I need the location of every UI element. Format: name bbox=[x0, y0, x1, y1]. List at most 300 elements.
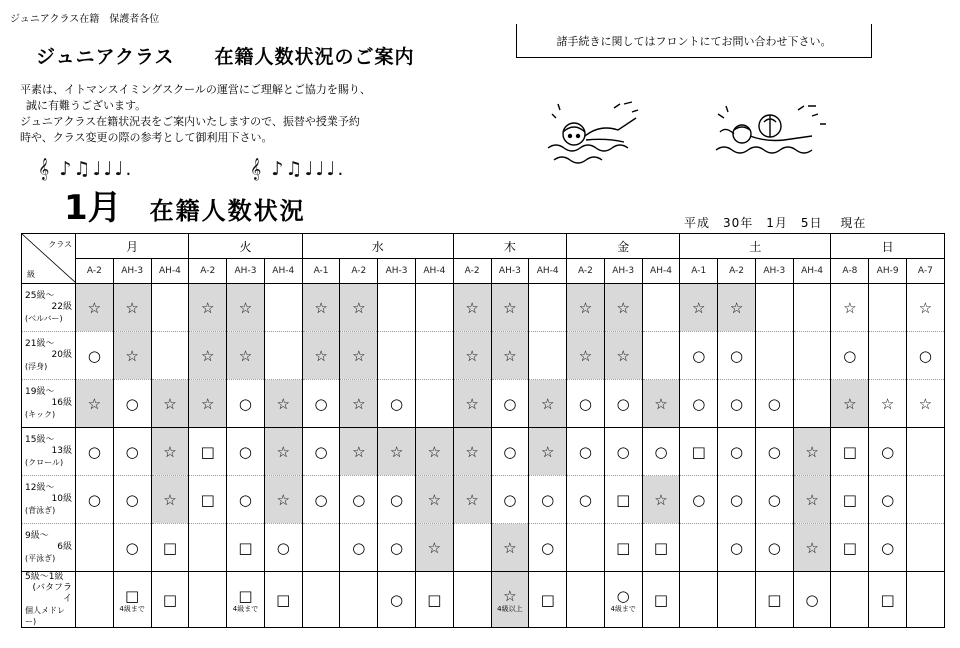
status-symbol: ☆ bbox=[503, 299, 517, 317]
status-cell bbox=[302, 332, 340, 380]
status-cell bbox=[340, 476, 378, 524]
status-symbol: ☆ bbox=[352, 347, 366, 365]
class-header: AH-3 bbox=[113, 259, 151, 284]
status-cell bbox=[113, 284, 151, 332]
status-cell bbox=[415, 524, 453, 572]
status-symbol: ☆ bbox=[729, 299, 744, 317]
status-cell bbox=[529, 572, 567, 628]
treble-clef-icon: 𝄞 bbox=[250, 158, 264, 180]
status-cell bbox=[340, 428, 378, 476]
music-notes-left bbox=[38, 158, 133, 180]
status-cell bbox=[680, 380, 718, 428]
status-cell bbox=[869, 428, 907, 476]
month-label: 1月 bbox=[64, 188, 122, 228]
status-symbol: ☆ bbox=[276, 395, 290, 413]
status-symbol: □ bbox=[616, 539, 631, 557]
status-symbol: ☆ bbox=[314, 299, 328, 317]
day-header: 日 bbox=[831, 234, 944, 259]
status-cell bbox=[113, 524, 151, 572]
status-cell bbox=[491, 284, 529, 332]
grade-limit-note: 4級まで bbox=[119, 604, 145, 613]
status-symbol: ○ bbox=[87, 443, 101, 461]
status-cell bbox=[264, 332, 302, 380]
status-symbol: □ bbox=[842, 443, 857, 461]
status-symbol: □ bbox=[842, 539, 857, 557]
class-header: AH-3 bbox=[491, 259, 529, 284]
grade-label-line: (バタフライ bbox=[32, 583, 72, 604]
status-symbol: ○ bbox=[87, 491, 101, 509]
status-cell bbox=[189, 476, 227, 524]
status-cell bbox=[755, 380, 793, 428]
status-symbol: ☆ bbox=[125, 299, 139, 317]
status-cell bbox=[340, 572, 378, 628]
status-symbol: ☆ bbox=[200, 395, 215, 413]
status-symbol: ○ bbox=[276, 539, 290, 557]
grade-limit-note: 4級以上 bbox=[497, 604, 523, 613]
class-header: AH-3 bbox=[378, 259, 416, 284]
status-cell bbox=[907, 380, 945, 428]
status-cell bbox=[793, 284, 831, 332]
status-symbol: ○ bbox=[238, 491, 253, 509]
swimmer-illustration-icon bbox=[540, 96, 650, 172]
table-row bbox=[22, 572, 945, 628]
grade-label-line: 10級 bbox=[51, 494, 72, 504]
status-cell bbox=[907, 572, 945, 628]
header-note: ジュニアクラス在籍 保護者各位 bbox=[10, 14, 160, 25]
class-header: A-2 bbox=[567, 259, 605, 284]
status-symbol: □ bbox=[767, 591, 782, 609]
table-row bbox=[22, 476, 945, 524]
status-symbol: □ bbox=[200, 491, 215, 509]
status-cell bbox=[113, 572, 151, 628]
class-header: A-2 bbox=[453, 259, 491, 284]
grade-label bbox=[22, 332, 76, 380]
status-cell bbox=[680, 428, 718, 476]
status-symbol: ○ bbox=[881, 443, 895, 461]
status-symbol: ☆ bbox=[578, 347, 593, 365]
status-cell bbox=[76, 332, 114, 380]
class-header: AH-4 bbox=[264, 259, 302, 284]
grade-label-line: 19級～ bbox=[25, 387, 55, 397]
status-cell bbox=[378, 476, 416, 524]
status-symbol: ☆ bbox=[465, 491, 479, 509]
status-cell bbox=[869, 524, 907, 572]
grade-label-line: (平泳ぎ) bbox=[25, 554, 56, 563]
day-header: 水 bbox=[302, 234, 453, 259]
status-cell bbox=[831, 428, 869, 476]
month-title-label: 在籍人数状況 bbox=[149, 197, 306, 225]
status-symbol: □ bbox=[162, 539, 178, 557]
status-cell bbox=[227, 572, 265, 628]
status-cell bbox=[793, 380, 831, 428]
status-symbol: ☆ bbox=[654, 395, 668, 413]
class-header: A-2 bbox=[189, 259, 227, 284]
status-symbol: ☆ bbox=[465, 299, 479, 317]
status-cell bbox=[869, 476, 907, 524]
status-symbol: ☆ bbox=[163, 491, 177, 509]
status-cell bbox=[869, 572, 907, 628]
status-symbol: ○ bbox=[767, 395, 781, 413]
grade-label-line: (浮身) bbox=[25, 362, 48, 371]
status-symbol: ☆ bbox=[654, 491, 668, 509]
status-symbol: ☆ bbox=[352, 395, 366, 413]
day-header: 金 bbox=[567, 234, 680, 259]
status-symbol: ☆ bbox=[200, 347, 215, 365]
status-symbol: ☆ bbox=[200, 299, 215, 317]
status-symbol: ○ bbox=[390, 539, 404, 557]
grade-label-line: 21級～ bbox=[25, 339, 55, 349]
status-cell bbox=[76, 428, 114, 476]
status-cell bbox=[491, 524, 529, 572]
status-symbol: ○ bbox=[125, 491, 139, 509]
class-header: A-7 bbox=[907, 259, 945, 284]
status-symbol: □ bbox=[691, 443, 706, 461]
grade-limit-note: 4級まで bbox=[610, 604, 636, 613]
class-header: AH-4 bbox=[151, 259, 189, 284]
grade-label-line: (背泳ぎ) bbox=[25, 506, 56, 515]
status-symbol: ○ bbox=[692, 347, 706, 365]
status-symbol: ☆ bbox=[352, 299, 366, 317]
status-cell bbox=[642, 428, 680, 476]
status-symbol: ☆ bbox=[503, 586, 517, 605]
status-cell bbox=[264, 524, 302, 572]
status-cell bbox=[76, 572, 114, 628]
status-symbol: □ bbox=[162, 591, 178, 609]
status-symbol: ○ bbox=[767, 539, 781, 557]
status-cell bbox=[680, 476, 718, 524]
class-header: AH-9 bbox=[869, 259, 907, 284]
status-cell bbox=[755, 572, 793, 628]
status-cell bbox=[227, 332, 265, 380]
status-symbol: ☆ bbox=[427, 443, 442, 461]
status-symbol: ○ bbox=[843, 347, 857, 365]
grade-label bbox=[22, 284, 76, 332]
status-cell bbox=[453, 380, 491, 428]
status-cell bbox=[189, 524, 227, 572]
status-symbol: ○ bbox=[352, 491, 366, 509]
status-symbol: ☆ bbox=[616, 347, 630, 365]
status-symbol: ☆ bbox=[503, 539, 517, 557]
status-cell bbox=[604, 572, 642, 628]
day-header: 土 bbox=[680, 234, 831, 259]
table-row bbox=[22, 284, 945, 332]
status-cell bbox=[227, 284, 265, 332]
corner-grade-label: 級 bbox=[27, 270, 35, 279]
status-cell bbox=[642, 380, 680, 428]
status-cell bbox=[340, 284, 378, 332]
status-symbol: □ bbox=[125, 586, 140, 605]
status-symbol: ○ bbox=[578, 491, 592, 509]
status-cell bbox=[907, 476, 945, 524]
status-symbol: ☆ bbox=[540, 443, 555, 461]
status-cell bbox=[869, 284, 907, 332]
status-cell bbox=[113, 380, 151, 428]
status-symbol: ☆ bbox=[352, 443, 366, 461]
status-symbol: ○ bbox=[767, 443, 781, 461]
status-cell bbox=[604, 428, 642, 476]
table-row bbox=[22, 380, 945, 428]
status-symbol: ○ bbox=[87, 347, 101, 365]
status-cell bbox=[264, 284, 302, 332]
status-cell bbox=[642, 284, 680, 332]
status-symbol: □ bbox=[653, 539, 669, 557]
grade-label bbox=[22, 380, 76, 428]
intro-line: 平素は、イトマンスイミングスクールの運営にご理解とご協力を賜り、 bbox=[20, 83, 371, 96]
status-cell bbox=[415, 380, 453, 428]
status-cell bbox=[378, 572, 416, 628]
status-symbol: ○ bbox=[125, 539, 139, 557]
status-cell bbox=[378, 524, 416, 572]
status-cell bbox=[113, 476, 151, 524]
status-cell bbox=[604, 380, 642, 428]
status-symbol: ○ bbox=[578, 443, 592, 461]
class-header: A-2 bbox=[76, 259, 114, 284]
status-cell bbox=[642, 524, 680, 572]
intro-line: 時や、クラス変更の際の参考として御利用下さい。 bbox=[20, 131, 273, 144]
status-symbol: ○ bbox=[767, 491, 781, 509]
status-cell bbox=[151, 428, 189, 476]
status-cell bbox=[302, 284, 340, 332]
status-cell bbox=[642, 476, 680, 524]
corner-class-label: クラス bbox=[48, 240, 72, 249]
status-cell bbox=[529, 524, 567, 572]
status-cell bbox=[189, 380, 227, 428]
intro-line: 誠に有難うございます。 bbox=[26, 99, 147, 112]
status-cell bbox=[604, 332, 642, 380]
status-cell bbox=[227, 428, 265, 476]
class-header: A-8 bbox=[831, 259, 869, 284]
status-cell bbox=[264, 428, 302, 476]
status-cell bbox=[415, 572, 453, 628]
status-symbol: ☆ bbox=[805, 491, 819, 509]
status-symbol: ○ bbox=[616, 586, 630, 605]
status-symbol: ☆ bbox=[918, 299, 933, 317]
grade-label-line: 20級 bbox=[51, 350, 72, 360]
status-cell bbox=[869, 332, 907, 380]
status-cell bbox=[907, 332, 945, 380]
status-cell bbox=[567, 572, 605, 628]
status-cell bbox=[113, 332, 151, 380]
status-cell bbox=[567, 524, 605, 572]
status-symbol: ☆ bbox=[503, 347, 517, 365]
status-symbol: ○ bbox=[729, 395, 744, 413]
treble-clef-icon: 𝄞 bbox=[38, 158, 52, 180]
status-cell bbox=[415, 332, 453, 380]
status-symbol: ☆ bbox=[805, 539, 819, 557]
status-symbol: ☆ bbox=[427, 491, 442, 509]
status-cell bbox=[151, 524, 189, 572]
class-header: AH-3 bbox=[755, 259, 793, 284]
status-symbol: ☆ bbox=[163, 443, 177, 461]
status-cell bbox=[567, 476, 605, 524]
grade-label-line: 9級～ bbox=[25, 531, 49, 541]
status-cell bbox=[529, 332, 567, 380]
status-cell bbox=[529, 476, 567, 524]
status-symbol: ○ bbox=[125, 443, 139, 461]
status-symbol: ○ bbox=[390, 395, 404, 413]
status-cell bbox=[340, 524, 378, 572]
status-symbol: ☆ bbox=[880, 395, 895, 413]
status-cell bbox=[378, 332, 416, 380]
class-header: AH-3 bbox=[227, 259, 265, 284]
status-symbol: ☆ bbox=[465, 395, 479, 413]
status-symbol: ○ bbox=[616, 395, 630, 413]
status-symbol: ○ bbox=[729, 347, 744, 365]
status-cell bbox=[453, 572, 491, 628]
status-symbol: ☆ bbox=[918, 395, 933, 413]
status-cell bbox=[491, 380, 529, 428]
status-cell bbox=[76, 524, 114, 572]
status-cell bbox=[302, 572, 340, 628]
status-cell bbox=[189, 284, 227, 332]
status-symbol: ☆ bbox=[540, 395, 555, 413]
table-corner bbox=[22, 234, 76, 284]
status-cell bbox=[567, 380, 605, 428]
status-symbol: ○ bbox=[238, 443, 253, 461]
status-symbol: ☆ bbox=[389, 443, 404, 461]
status-cell bbox=[264, 380, 302, 428]
class-header: AH-4 bbox=[642, 259, 680, 284]
status-cell bbox=[680, 572, 718, 628]
status-symbol: ☆ bbox=[314, 347, 328, 365]
status-symbol: □ bbox=[880, 591, 895, 609]
status-cell bbox=[793, 428, 831, 476]
status-cell bbox=[831, 524, 869, 572]
status-symbol: ○ bbox=[881, 539, 895, 557]
grade-label-line: (キック) bbox=[25, 410, 56, 419]
status-symbol: ☆ bbox=[692, 299, 706, 317]
status-symbol: ○ bbox=[314, 491, 328, 509]
class-header: A-1 bbox=[680, 259, 718, 284]
status-symbol: ☆ bbox=[163, 395, 177, 413]
table-row bbox=[22, 428, 945, 476]
status-symbol: ○ bbox=[729, 443, 744, 461]
status-cell bbox=[907, 428, 945, 476]
status-cell bbox=[604, 476, 642, 524]
status-cell bbox=[529, 284, 567, 332]
status-cell bbox=[642, 572, 680, 628]
status-cell bbox=[151, 380, 189, 428]
status-symbol: ○ bbox=[541, 491, 555, 509]
status-cell bbox=[831, 476, 869, 524]
status-symbol: □ bbox=[653, 591, 669, 609]
grade-label-line: 16級 bbox=[51, 398, 72, 408]
grade-label bbox=[22, 428, 76, 476]
music-notes-icon: ♪♫♩♩♩. bbox=[59, 158, 134, 180]
status-cell bbox=[567, 428, 605, 476]
status-cell bbox=[302, 524, 340, 572]
grade-label-line: 12級～ bbox=[25, 483, 55, 493]
status-cell bbox=[151, 284, 189, 332]
status-cell bbox=[491, 572, 529, 628]
music-notes-right bbox=[250, 158, 345, 180]
class-header: A-1 bbox=[302, 259, 340, 284]
status-cell bbox=[831, 380, 869, 428]
status-cell bbox=[453, 284, 491, 332]
status-cell bbox=[453, 332, 491, 380]
status-cell bbox=[264, 572, 302, 628]
status-cell bbox=[604, 524, 642, 572]
status-cell bbox=[755, 284, 793, 332]
status-symbol: ☆ bbox=[843, 299, 857, 317]
status-cell bbox=[529, 428, 567, 476]
page-title: ジュニアクラス 在籍人数状況のご案内 bbox=[36, 46, 415, 68]
status-symbol: ○ bbox=[692, 491, 706, 509]
status-cell bbox=[415, 476, 453, 524]
status-cell bbox=[189, 428, 227, 476]
status-cell bbox=[453, 428, 491, 476]
status-cell bbox=[340, 332, 378, 380]
status-symbol: ○ bbox=[654, 443, 668, 461]
month-heading bbox=[64, 180, 306, 229]
status-cell bbox=[680, 332, 718, 380]
enrollment-table bbox=[21, 233, 945, 628]
status-cell bbox=[831, 572, 869, 628]
status-cell bbox=[793, 524, 831, 572]
class-header: A-2 bbox=[718, 259, 756, 284]
status-cell bbox=[718, 284, 756, 332]
status-symbol: ☆ bbox=[578, 299, 593, 317]
status-cell bbox=[113, 428, 151, 476]
status-cell bbox=[76, 284, 114, 332]
status-cell bbox=[264, 476, 302, 524]
status-symbol: ☆ bbox=[276, 491, 290, 509]
status-symbol: ○ bbox=[616, 443, 630, 461]
grade-label-line: 個人メドレー) bbox=[25, 606, 65, 626]
status-cell bbox=[151, 476, 189, 524]
status-cell bbox=[227, 524, 265, 572]
status-symbol: ○ bbox=[805, 591, 819, 609]
status-symbol: ☆ bbox=[238, 299, 253, 317]
intro-text bbox=[20, 82, 420, 146]
status-cell bbox=[718, 524, 756, 572]
status-symbol: ☆ bbox=[843, 395, 857, 413]
status-cell bbox=[491, 332, 529, 380]
status-symbol: ○ bbox=[503, 395, 517, 413]
status-symbol: ☆ bbox=[616, 299, 630, 317]
status-cell bbox=[793, 572, 831, 628]
status-symbol: ○ bbox=[390, 491, 404, 509]
status-cell bbox=[151, 332, 189, 380]
status-symbol: ○ bbox=[881, 491, 895, 509]
status-symbol: ○ bbox=[125, 395, 139, 413]
status-cell bbox=[340, 380, 378, 428]
status-symbol: ☆ bbox=[125, 347, 139, 365]
class-header: AH-3 bbox=[604, 259, 642, 284]
status-symbol: □ bbox=[200, 443, 215, 461]
status-symbol: ○ bbox=[729, 491, 744, 509]
status-cell bbox=[907, 284, 945, 332]
status-cell bbox=[831, 332, 869, 380]
status-cell bbox=[755, 476, 793, 524]
status-symbol: □ bbox=[540, 591, 555, 609]
status-symbol: ○ bbox=[918, 347, 932, 365]
grade-label-line: 6級 bbox=[57, 542, 72, 552]
status-cell bbox=[755, 428, 793, 476]
grade-label bbox=[22, 572, 76, 628]
status-symbol: ○ bbox=[541, 539, 555, 557]
as-of-date: 平成 30年 1月 5日 現在 bbox=[684, 216, 867, 230]
status-symbol: ☆ bbox=[465, 347, 479, 365]
status-symbol: ○ bbox=[503, 491, 517, 509]
grade-label-line: 25級～ bbox=[25, 291, 55, 301]
status-cell bbox=[491, 476, 529, 524]
class-header: AH-4 bbox=[415, 259, 453, 284]
status-cell bbox=[415, 284, 453, 332]
status-cell bbox=[302, 428, 340, 476]
intro-line: ジュニアクラス在籍状況表をご案内いたしますので、振替や授業予約 bbox=[20, 115, 360, 128]
status-cell bbox=[567, 284, 605, 332]
